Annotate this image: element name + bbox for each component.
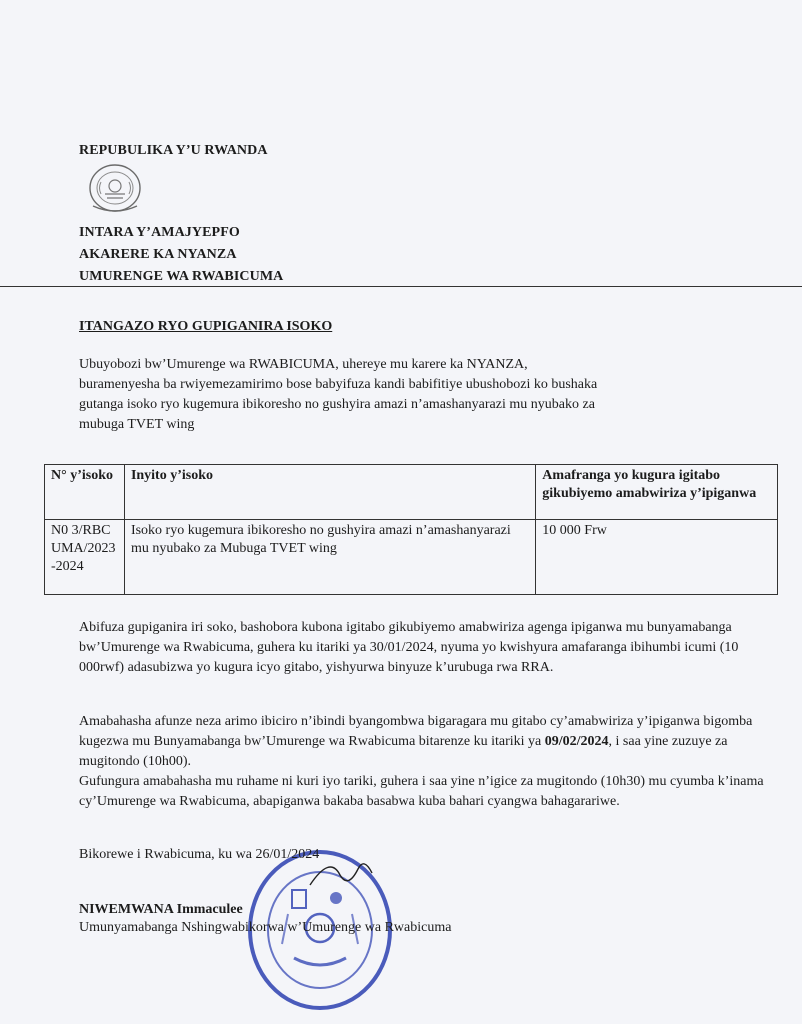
- signatory-name: NIWEMWANA Immaculee: [79, 902, 243, 917]
- paragraph-opening: Gufungura amabahasha mu ruhame ni kuri iyo tariki, guhera i saa yine n’igice za mugitondo (10h30) mu cyumba k’inama cy’Umurenge wa Rwabicuma, abapiganwa bakaba basabwa kuba bahari cyangwa bahagarariwe.: [79, 774, 764, 809]
- province-heading: INTARA Y’AMAJYEPFO: [79, 225, 240, 240]
- paragraph-purchase: Abifuza gupiganira iri soko, bashobora kubona igitabo gikubiyemo amabwiriza agenga ipiganwa mu bunyamabanga bw’Umurenge wa Rwabicuma, guhera ku itariki ya 30/01/2024, nyuma yo kwishyura amafaranga ibihumbi icumi (10 000rwf) adasubizwa yo kugura icyo gitabo, yishyurwa binyuze k’urubuga rwa RRA.: [79, 620, 739, 675]
- country-heading: REPUBULIKA Y’U RWANDA: [79, 143, 268, 158]
- signatory-role: Umunyamabanga Nshingwabikorwa w’Umurenge wa Rwabicuma: [79, 920, 452, 935]
- place-and-date: Bikorewe i Rwabicuma, ku wa 26/01/2024: [79, 847, 320, 862]
- intro-line: buramenyesha ba rwiyemezamirimo bose babyifuza kandi babifitiye ubushobozi ko bushaka: [79, 377, 598, 392]
- sector-heading: UMURENGE WA RWABICUMA: [79, 269, 284, 284]
- intro-paragraph: [79, 355, 769, 435]
- submission-text-end: , i saa yine zuzuye za mugitondo (10h00).: [79, 734, 728, 769]
- coat-of-arms-emblem: [79, 160, 147, 218]
- table-cell: N0 3/RBCUMA/2023-2024: [45, 520, 125, 595]
- handwritten-signature: [300, 845, 390, 905]
- tender-table: [44, 464, 778, 595]
- notice-title: ITANGAZO RYO GUPIGANIRA ISOKO: [79, 319, 333, 334]
- header-divider: [0, 286, 802, 287]
- intro-line: gutanga isoko ryo kugemura ibikoresho no gushyira amazi n’amashanyarazi mu nyubako za: [79, 397, 595, 412]
- district-heading: AKARERE KA NYANZA: [79, 247, 237, 262]
- column-header: Inyito y’isoko: [124, 465, 535, 520]
- intro-line: mubuga TVET wing: [79, 417, 195, 432]
- column-header: Amafranga yo kugura igitabo gikubiyemo amabwiriza y’ipiganwa: [536, 465, 778, 520]
- table-row: [45, 520, 778, 595]
- table-cell: Isoko ryo kugemura ibikoresho no gushyira amazi n’amashanyarazi mu nyubako za Mubuga TVET wing: [124, 520, 535, 595]
- intro-line: Ubuyobozi bw’Umurenge wa RWABICUMA, uhereye mu karere ka NYANZA,: [79, 357, 528, 372]
- column-header: N° y’isoko: [45, 465, 125, 520]
- table-header-row: [45, 465, 778, 520]
- deadline-date: 09/02/2024: [544, 734, 609, 749]
- submission-text: Amabahasha afunze neza arimo ibiciro n’ibindi byangombwa bigaragara mu gitabo cy’amabwiriza y’ipiganwa bigomba kugezwa mu Bunyamabanga bw’Umurenge wa Rwabicuma bitarenze ku itariki ya: [79, 714, 753, 749]
- paragraph-submission: [79, 712, 769, 772]
- table-cell: 10 000 Frw: [536, 520, 778, 595]
